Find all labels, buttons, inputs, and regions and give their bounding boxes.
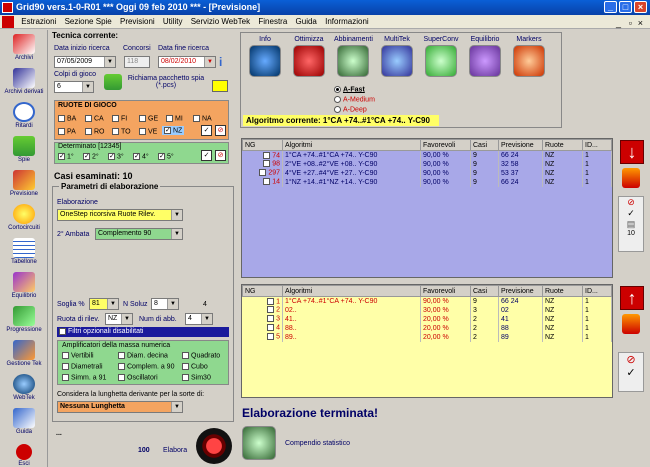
table-cell: 2 bbox=[243, 306, 283, 315]
side-controls-1 bbox=[618, 196, 644, 252]
table-cell: 1 bbox=[583, 324, 612, 333]
det-1[interactable]: ✓1° bbox=[58, 153, 74, 160]
table-cell: 1 bbox=[583, 297, 612, 306]
table-cell: 53 37 bbox=[499, 169, 543, 178]
table-cell: 2°VE +08..#2°VE +08.. Y-C90 bbox=[283, 160, 421, 169]
sidebar-gestione-tek[interactable]: Gestione Tek bbox=[0, 340, 48, 367]
tool-info[interactable]: Info bbox=[246, 36, 284, 77]
archivi-icon bbox=[13, 34, 35, 54]
table-cell: NZ bbox=[543, 315, 583, 324]
table-cell: 02 bbox=[499, 306, 543, 315]
info-tool-icon bbox=[249, 45, 281, 77]
mode-a-medium[interactable]: A-Medium bbox=[334, 96, 375, 103]
ampl-oscillatori[interactable]: Oscillatori bbox=[118, 374, 158, 381]
tool-equilibrio[interactable]: Equilibrio bbox=[466, 36, 504, 77]
compendio-button[interactable] bbox=[242, 426, 276, 460]
table-cell: 20,00 % bbox=[421, 324, 471, 333]
soglia-label: Soglia % bbox=[57, 301, 85, 308]
table-cell: 14 bbox=[243, 178, 283, 187]
equilibrio-tool-icon bbox=[469, 45, 501, 77]
table-cell: 1°NZ +14..#1°NZ +14.. Y-C90 bbox=[283, 178, 421, 187]
table-cell: 4 bbox=[243, 324, 283, 333]
t1-col-favorevoli[interactable]: Favorevoli bbox=[421, 140, 471, 151]
ambata-label: 2° Ambata bbox=[57, 231, 90, 238]
tabellone-icon bbox=[13, 238, 35, 258]
table-cell: 2 bbox=[471, 333, 499, 342]
elaborazione-label: Elaborazione bbox=[57, 199, 98, 206]
ruota-nz[interactable]: ✓ NZ bbox=[162, 126, 184, 135]
elabora-button[interactable] bbox=[196, 428, 232, 464]
menu-guida[interactable]: Guida bbox=[295, 17, 317, 26]
markers-icon bbox=[513, 45, 545, 77]
num-abb-select[interactable]: 4 ▼ bbox=[185, 313, 213, 325]
table-row[interactable] bbox=[243, 306, 612, 315]
det-clear-icon[interactable]: ⊘ bbox=[215, 150, 226, 161]
sidebar bbox=[0, 30, 48, 467]
t2-col-ruote[interactable]: Ruote bbox=[543, 286, 583, 297]
multitek-icon bbox=[381, 45, 413, 77]
table-cell: 9 bbox=[471, 169, 499, 178]
table-cell: 89.. bbox=[283, 333, 421, 342]
table-cell: 2 bbox=[471, 324, 499, 333]
t2-col-casi[interactable]: Casi bbox=[471, 286, 499, 297]
bucket-icon-2[interactable] bbox=[622, 314, 640, 334]
data-inizio-label: Data inizio ricerca bbox=[54, 45, 110, 52]
move-up-button[interactable]: ↑ bbox=[620, 286, 644, 310]
check-icon-1[interactable]: ✓ bbox=[627, 208, 635, 218]
side-controls-2 bbox=[618, 352, 644, 392]
t2-col-favorevoli[interactable]: Favorevoli bbox=[421, 286, 471, 297]
ruota-mi[interactable]: MI bbox=[166, 115, 183, 122]
ampl-diam-decina[interactable]: Diam. decina bbox=[118, 352, 168, 359]
sidebar-spie[interactable]: Spie bbox=[0, 136, 48, 163]
table-cell: 5 bbox=[243, 333, 283, 342]
ampl-simm[interactable]: Simm. a 91 bbox=[62, 374, 106, 381]
table-cell: 41.. bbox=[283, 315, 421, 324]
sidebar-archivi-derivati[interactable]: Archivi derivati bbox=[0, 68, 48, 95]
casi-esaminati: Casi esaminati: 10 bbox=[54, 171, 133, 181]
ruota-ge[interactable]: GE bbox=[139, 115, 158, 122]
table-cell: 9 bbox=[471, 297, 499, 306]
dots-indicator: ... bbox=[56, 430, 62, 437]
colpi-label: Colpi di gioco bbox=[54, 71, 97, 78]
t2-col-algoritmi[interactable]: Algoritmi bbox=[283, 286, 421, 297]
guida-icon bbox=[13, 408, 35, 428]
ruota-ca[interactable]: CA bbox=[85, 115, 104, 122]
table-cell: 20,00 % bbox=[421, 315, 471, 324]
table-cell: 88 bbox=[499, 324, 543, 333]
tool-ottimizza[interactable]: Ottimizza bbox=[290, 36, 328, 77]
sidebar-guida[interactable]: Guida bbox=[0, 408, 48, 435]
table-row[interactable] bbox=[243, 315, 612, 324]
table-cell: 98 bbox=[243, 160, 283, 169]
table-cell: 90,00 % bbox=[421, 297, 471, 306]
table-cell: 2 bbox=[471, 315, 499, 324]
table-cell: 90,00 % bbox=[421, 169, 471, 178]
status-message: Elaborazione terminata! bbox=[242, 406, 379, 420]
nsoluz-label: N Soluz bbox=[123, 301, 148, 308]
mdi-restore[interactable]: ▫ bbox=[628, 18, 632, 28]
table-cell: 90,00 % bbox=[421, 160, 471, 169]
table-row[interactable] bbox=[243, 151, 612, 160]
data-fine-label: Data fine ricerca bbox=[158, 45, 209, 52]
richiama-label: Richiama pacchetto spia (*.pcs) bbox=[127, 75, 205, 89]
table-row[interactable] bbox=[243, 178, 612, 187]
sidebar-ritardi[interactable]: Ritardi bbox=[0, 102, 48, 129]
exit-icon bbox=[16, 444, 32, 460]
previsione-icon bbox=[13, 170, 35, 190]
gestione-tek-icon bbox=[13, 340, 35, 360]
colpi-field[interactable]: 6 ▼ bbox=[54, 81, 94, 93]
table-cell: 41 bbox=[499, 315, 543, 324]
t1-col-ruote[interactable]: Ruote bbox=[543, 140, 583, 151]
table-cell: 1 bbox=[583, 315, 612, 324]
t1-col-previsione[interactable]: Previsione bbox=[499, 140, 543, 151]
equilibrio-icon bbox=[13, 272, 35, 292]
menu-previsioni[interactable]: Previsioni bbox=[119, 17, 155, 26]
data-fine-field[interactable]: 08/02/2010 ▼ bbox=[158, 56, 216, 68]
concorsi-field: 118 bbox=[124, 56, 150, 68]
table-row[interactable] bbox=[243, 333, 612, 342]
table-cell: 66 24 bbox=[499, 151, 543, 160]
table-cell: 1°CA +74..#1°CA +74.. Y-C90 bbox=[283, 151, 421, 160]
ruote-title: RUOTE DI GIOCO bbox=[58, 102, 117, 109]
algoritmi-table-2 bbox=[241, 284, 613, 398]
clock-icon bbox=[13, 102, 35, 122]
ruota-pa[interactable]: PA bbox=[58, 128, 76, 135]
maximize-button[interactable]: □ bbox=[619, 1, 632, 13]
table-cell: 88.. bbox=[283, 324, 421, 333]
menu-estrazioni[interactable]: Estrazioni bbox=[21, 17, 57, 26]
bucket-icon-1[interactable] bbox=[622, 168, 640, 188]
ampl-vertibili[interactable]: Vertibili bbox=[62, 352, 94, 359]
mdi-close[interactable]: × bbox=[637, 18, 643, 28]
richiama-icon[interactable] bbox=[104, 74, 122, 90]
table-cell: 3 bbox=[243, 315, 283, 324]
det-3[interactable]: ✓ 3° bbox=[108, 153, 124, 160]
t2-col-ng[interactable]: NG bbox=[243, 286, 283, 297]
menu-app-icon bbox=[2, 16, 14, 28]
ampl-quadrato[interactable]: Quadrato bbox=[182, 352, 220, 359]
table-cell: 74 bbox=[243, 151, 283, 160]
table-cell: 1 bbox=[583, 151, 612, 160]
table-cell: 1°CA +74..#1°CA +74.. Y-C90 bbox=[283, 297, 421, 306]
table-cell: 90,00 % bbox=[421, 178, 471, 187]
count-value: 100 bbox=[138, 447, 150, 454]
tool-superconv[interactable]: SuperConv bbox=[422, 36, 460, 77]
table-row[interactable] bbox=[243, 324, 612, 333]
mdi-minimize[interactable]: _ bbox=[615, 18, 621, 28]
det-2[interactable]: ✓ 2° bbox=[83, 153, 99, 160]
table-cell: 4°VE +27..#4°VE +27.. Y-C90 bbox=[283, 169, 421, 178]
menu-utility[interactable]: Utility bbox=[162, 17, 183, 26]
t2-col-previsione[interactable]: Previsione bbox=[499, 286, 543, 297]
ruota-ba[interactable]: BA bbox=[58, 115, 76, 122]
ampl-sim30[interactable]: Sim30 bbox=[182, 374, 211, 381]
table-cell: 89 bbox=[499, 333, 543, 342]
table-cell: 297 bbox=[243, 169, 283, 178]
info-icon[interactable]: i bbox=[219, 55, 223, 69]
table-cell: 1 bbox=[583, 160, 612, 169]
close-button[interactable]: × bbox=[634, 1, 647, 13]
sidebar-esci[interactable]: Esci bbox=[0, 444, 48, 467]
table-cell: NZ bbox=[543, 306, 583, 315]
ruota-na[interactable]: NA bbox=[193, 115, 212, 122]
t2-col-id[interactable]: ID... bbox=[583, 286, 612, 297]
menu-informazioni[interactable]: Informazioni bbox=[325, 17, 369, 26]
t1-col-algoritmi[interactable]: Algoritmi bbox=[283, 140, 421, 151]
bulb-icon bbox=[13, 204, 35, 224]
amplificatori-group bbox=[57, 340, 229, 385]
algoritmi-table-1 bbox=[241, 138, 613, 278]
table-cell: 1 bbox=[583, 169, 612, 178]
sidebar-progressione[interactable]: Progressione bbox=[0, 306, 48, 333]
minimize-button[interactable]: _ bbox=[604, 1, 617, 13]
lunghetta-select[interactable]: Nessuna Lunghetta ▼ bbox=[57, 401, 183, 413]
algoritmo-corrente: Algoritmo corrente: 1°CA +74..#1°CA +74.. Y-C90 bbox=[243, 115, 439, 126]
table-cell: NZ bbox=[543, 160, 583, 169]
det-check-all-icon[interactable]: ✓ bbox=[201, 150, 212, 161]
table-cell: 66 24 bbox=[499, 297, 543, 306]
menu-servizio-webtek[interactable]: Servizio WebTek bbox=[190, 17, 251, 26]
amplificatori-title: Amplificatori della massa numerica bbox=[62, 342, 171, 349]
table-row[interactable] bbox=[243, 160, 612, 169]
table-cell: NZ bbox=[543, 178, 583, 187]
menu-sezione-spie[interactable]: Sezione Spie bbox=[64, 17, 112, 26]
table-cell: 02.. bbox=[283, 306, 421, 315]
table-cell: 3 bbox=[471, 306, 499, 315]
mode-a-deep[interactable]: A-Deep bbox=[334, 106, 367, 113]
ampl-cubo[interactable]: Cubo bbox=[182, 363, 208, 370]
stop-icon-1[interactable]: ⊘ bbox=[627, 197, 635, 207]
det-5[interactable]: ✓ 5° bbox=[158, 153, 174, 160]
elabora-label: Elabora bbox=[163, 447, 188, 454]
abbinamenti-icon bbox=[337, 45, 369, 77]
table-cell: 1 bbox=[583, 306, 612, 315]
sidebar-tabellone[interactable]: Tabellone bbox=[0, 238, 48, 265]
tecnica-title: Tecnica corrente: bbox=[52, 31, 119, 40]
elaborazione-select[interactable]: OneStep ricorsiva Ruote Rilev. ▼ bbox=[57, 209, 183, 221]
table-cell: 1 bbox=[243, 297, 283, 306]
considera-label: Considera la lunghetta derivante per la sorte di: bbox=[57, 391, 205, 398]
spie-icon bbox=[13, 136, 35, 156]
table-cell: NZ bbox=[543, 169, 583, 178]
table-row[interactable] bbox=[243, 297, 612, 306]
title-bar bbox=[0, 0, 650, 15]
table-cell: 20,00 % bbox=[421, 333, 471, 342]
filtri-toggle[interactable]: Filtri opzionali disabilitati bbox=[57, 327, 229, 337]
t1-col-id[interactable]: ID... bbox=[583, 140, 612, 151]
ampl-diametrali[interactable]: Diametrali bbox=[62, 363, 103, 370]
ampl-complem[interactable]: Complem. a 90 bbox=[118, 363, 174, 370]
ottimizza-icon bbox=[293, 45, 325, 77]
ruota-fi[interactable]: FI bbox=[112, 115, 127, 122]
check-all-icon[interactable]: ✓ bbox=[201, 125, 212, 136]
color-swatch[interactable] bbox=[212, 80, 228, 92]
parametri-title: Parametri di elaborazione bbox=[61, 182, 159, 191]
tool-markers[interactable]: Markers bbox=[510, 36, 548, 77]
table-cell: 9 bbox=[471, 151, 499, 160]
ruota-ro[interactable]: RO bbox=[85, 128, 105, 135]
menu-bar bbox=[0, 15, 650, 29]
sidebar-cortocircuiti[interactable]: Cortocircuiti bbox=[0, 204, 48, 231]
table-cell: NZ bbox=[543, 297, 583, 306]
check-icon-2[interactable]: ✓ bbox=[626, 367, 636, 379]
t1-col-ng[interactable]: NG bbox=[243, 140, 283, 151]
sidebar-previsione[interactable]: Previsione bbox=[0, 170, 48, 197]
superconv-icon bbox=[425, 45, 457, 77]
ruota-rilev-label: Ruota di rilev. bbox=[57, 316, 100, 323]
determinato-label: Determinato [12345] bbox=[58, 143, 122, 150]
ruota-rilev-select[interactable]: NZ ▼ bbox=[105, 313, 133, 325]
progressione-icon bbox=[13, 306, 35, 326]
table-cell: 32 58 bbox=[499, 160, 543, 169]
archivi-derivati-icon bbox=[13, 68, 35, 88]
table-cell: NZ bbox=[543, 324, 583, 333]
stop-icon-2[interactable]: ⊘ bbox=[626, 354, 636, 366]
side-value-select[interactable]: 10 bbox=[627, 230, 635, 237]
det-4[interactable]: ✓ 4° bbox=[133, 153, 149, 160]
concorsi-label: Concorsi bbox=[123, 45, 151, 52]
t1-col-casi[interactable]: Casi bbox=[471, 140, 499, 151]
table-cell: 1 bbox=[583, 178, 612, 187]
table-cell: 66 24 bbox=[499, 178, 543, 187]
table-cell: NZ bbox=[543, 333, 583, 342]
table-cell: 90,00 % bbox=[421, 151, 471, 160]
compendio-label: Compendio statistico bbox=[285, 440, 350, 447]
data-inizio-field[interactable]: 07/05/2009 ▼ bbox=[54, 56, 116, 68]
window-title: Grid90 vers.1-0-R01 *** Oggi 09 feb 2010 *** - [Previsione] bbox=[16, 2, 261, 12]
mode-a-fast[interactable]: A-Fast bbox=[334, 86, 365, 93]
tool-abbinamenti[interactable]: Abbinamenti bbox=[334, 36, 372, 77]
table-cell: 30,00 % bbox=[421, 306, 471, 315]
printer-icon[interactable]: ▤ bbox=[626, 219, 636, 229]
table-cell: 1 bbox=[583, 333, 612, 342]
ruota-ve[interactable]: VE bbox=[139, 128, 157, 135]
ruote-group bbox=[54, 100, 229, 140]
determinato-group bbox=[54, 142, 229, 164]
num-abb-label: Num di abb. bbox=[139, 316, 177, 323]
globe-icon bbox=[13, 374, 35, 394]
ambata-select[interactable]: Complemento 90 ▼ bbox=[95, 228, 183, 240]
app-icon bbox=[2, 2, 13, 13]
parametri-group bbox=[52, 182, 234, 422]
menu-finestra[interactable]: Finestra bbox=[258, 17, 288, 26]
move-down-button[interactable]: ↓ bbox=[620, 140, 644, 164]
tool-multitek[interactable]: MultiTek bbox=[378, 36, 416, 77]
table-cell: 9 bbox=[471, 178, 499, 187]
sidebar-webtek[interactable]: WebTek bbox=[0, 374, 48, 401]
table-row[interactable] bbox=[243, 169, 612, 178]
table-cell: NZ bbox=[543, 151, 583, 160]
table-cell: 9 bbox=[471, 160, 499, 169]
clear-all-icon[interactable]: ⊘ bbox=[215, 125, 226, 136]
soglia-select[interactable]: 81 ▼ bbox=[89, 298, 119, 310]
ruota-to[interactable]: TO bbox=[112, 128, 131, 135]
sidebar-equilibrio[interactable]: Equilibrio bbox=[0, 272, 48, 299]
sidebar-archivi[interactable]: Archivi bbox=[0, 34, 48, 61]
nsoluz-select[interactable]: 8 ▼ bbox=[151, 298, 179, 310]
nsoluz-value: 4 bbox=[203, 301, 207, 308]
